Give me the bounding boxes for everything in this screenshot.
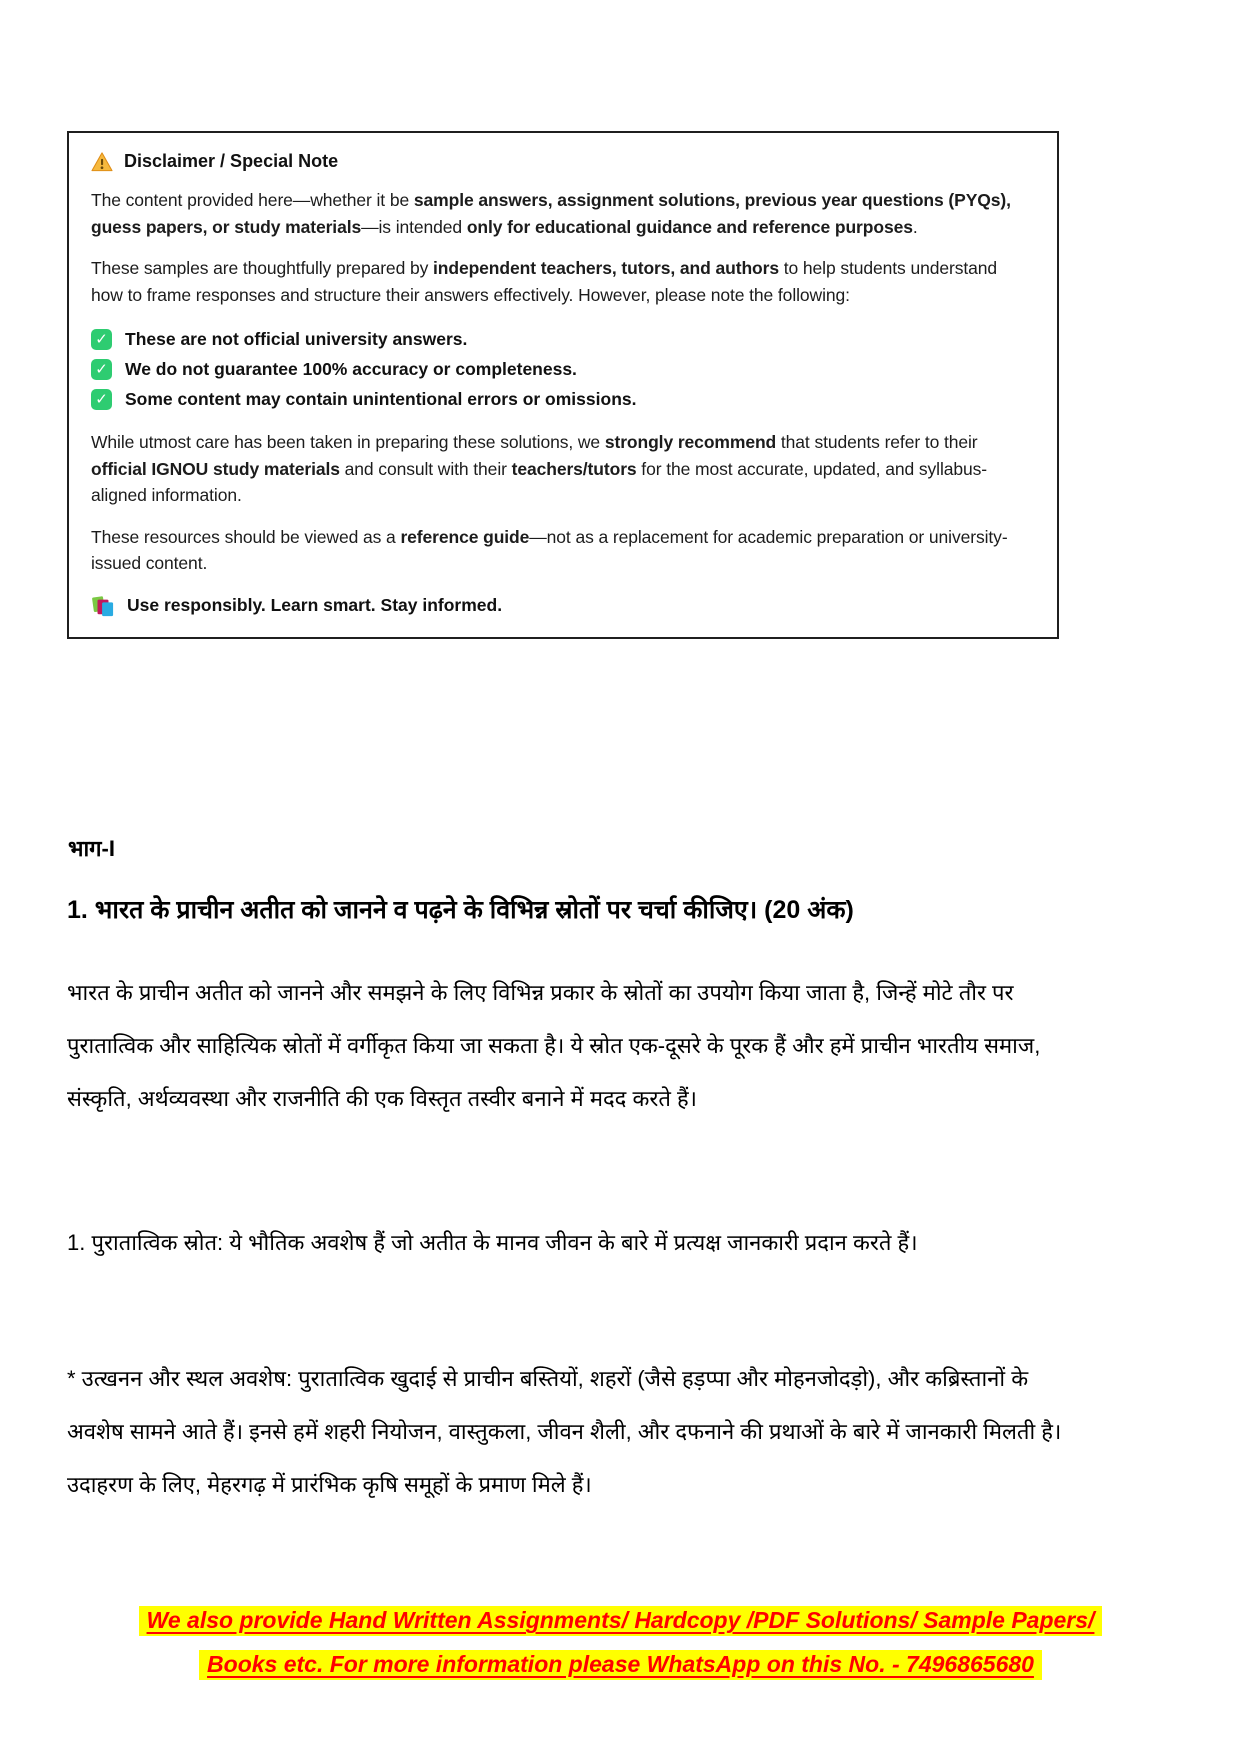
promo-line-1 bbox=[0, 1598, 1241, 1642]
promo-line-2 bbox=[0, 1642, 1241, 1686]
check-icon: ✓ bbox=[91, 389, 112, 410]
disclaimer-paragraph-4: These resources should be viewed as a reference guide—not as a replacement for academic preparation or university-issued content. bbox=[91, 526, 1008, 573]
disclaimer-header bbox=[91, 151, 1031, 172]
check-icon: ✓ bbox=[91, 329, 112, 350]
answer-paragraph-1: भारत के प्राचीन अतीत को जानने और समझने के लिए विभिन्न प्रकार के स्रोतों का उपयोग किया जाता है, जिन्हें मोटे तौर पर पुरातात्विक और साहित्यिक स्रोतों में वर्गीकृत किया जा सकता है। ये स्रोत एक-दूसरे के पूरक हैं और हमें प्राचीन भारतीय समाज, संस्कृति, अर्थव्यवस्था और राजनीति की एक विस्तृत तस्वीर बनाने में मदद करते हैं। bbox=[67, 980, 1041, 1111]
promo-banner bbox=[0, 1598, 1241, 1686]
checklist-item bbox=[91, 324, 1031, 354]
answer-paragraph-3: * उत्खनन और स्थल अवशेष: पुरातात्विक खुदाई से प्राचीन बस्तियों, शहरों (जैसे हड़प्पा और मोहनजोदड़ो), और कब्रिस्तानों के अवशेष सामने आते हैं। इनसे हमें शहरी नियोजन, वास्तुकला, जीवन शैली, और दफनाने की प्रथाओं के बारे में जानकारी मिलती है। उदाहरण के लिए, मेहरगढ़ में प्रारंभिक कृषि समूहों के प्रमाण मिले हैं। bbox=[67, 1366, 1062, 1497]
promo-line-1-text: We also provide Hand Written Assignments/ Hardcopy /PDF Solutions/ Sample Papers/ bbox=[139, 1606, 1103, 1636]
checklist-item-label: These are not official university answers. bbox=[125, 329, 468, 349]
promo-line-2-text: Books etc. For more information please WhatsApp on this No. - 7496865680 bbox=[199, 1650, 1042, 1680]
checklist-item-label: We do not guarantee 100% accuracy or completeness. bbox=[125, 359, 577, 379]
answer-paragraph-2: 1. पुरातात्विक स्रोत: ये भौतिक अवशेष हैं जो अतीत के मानव जीवन के बारे में प्रत्यक्ष जानकारी प्रदान करते हैं। bbox=[67, 1230, 918, 1255]
check-icon: ✓ bbox=[91, 359, 112, 380]
checklist-item bbox=[91, 384, 1031, 414]
disclaimer-paragraph-2: These samples are thoughtfully prepared by independent teachers, tutors, and authors to help students understand how to frame responses and structure their answers effectively. However, please note the following: bbox=[91, 258, 998, 305]
checklist-item-label: Some content may contain unintentional errors or omissions. bbox=[125, 389, 637, 409]
checklist-item bbox=[91, 354, 1031, 384]
disclaimer-box bbox=[67, 131, 1059, 639]
disclaimer-checklist bbox=[91, 324, 1031, 414]
warning-icon bbox=[91, 152, 113, 172]
disclaimer-paragraph-1: The content provided here—whether it be sample answers, assignment solutions, previous year questions (PYQs), guess papers, or study materials—is intended only for educational guidance and reference purposes. bbox=[91, 190, 1011, 237]
usage-note-text: Use responsibly. Learn smart. Stay informed. bbox=[127, 595, 503, 615]
books-icon bbox=[91, 595, 115, 617]
disclaimer-paragraph-3: While utmost care has been taken in preparing these solutions, we strongly recommend that students refer to their official IGNOU study materials and consult with their teachers/tutors for the most accurate, updated, and syllabus-aligned information. bbox=[91, 432, 988, 505]
usage-note-row bbox=[91, 595, 1031, 617]
disclaimer-title: Disclaimer / Special Note bbox=[124, 151, 339, 171]
part-label: भाग-I bbox=[68, 836, 115, 861]
question-heading: 1. भारत के प्राचीन अतीत को जानने व पढ़ने के विभिन्न स्रोतों पर चर्चा कीजिए। (20 अंक) bbox=[67, 896, 854, 924]
